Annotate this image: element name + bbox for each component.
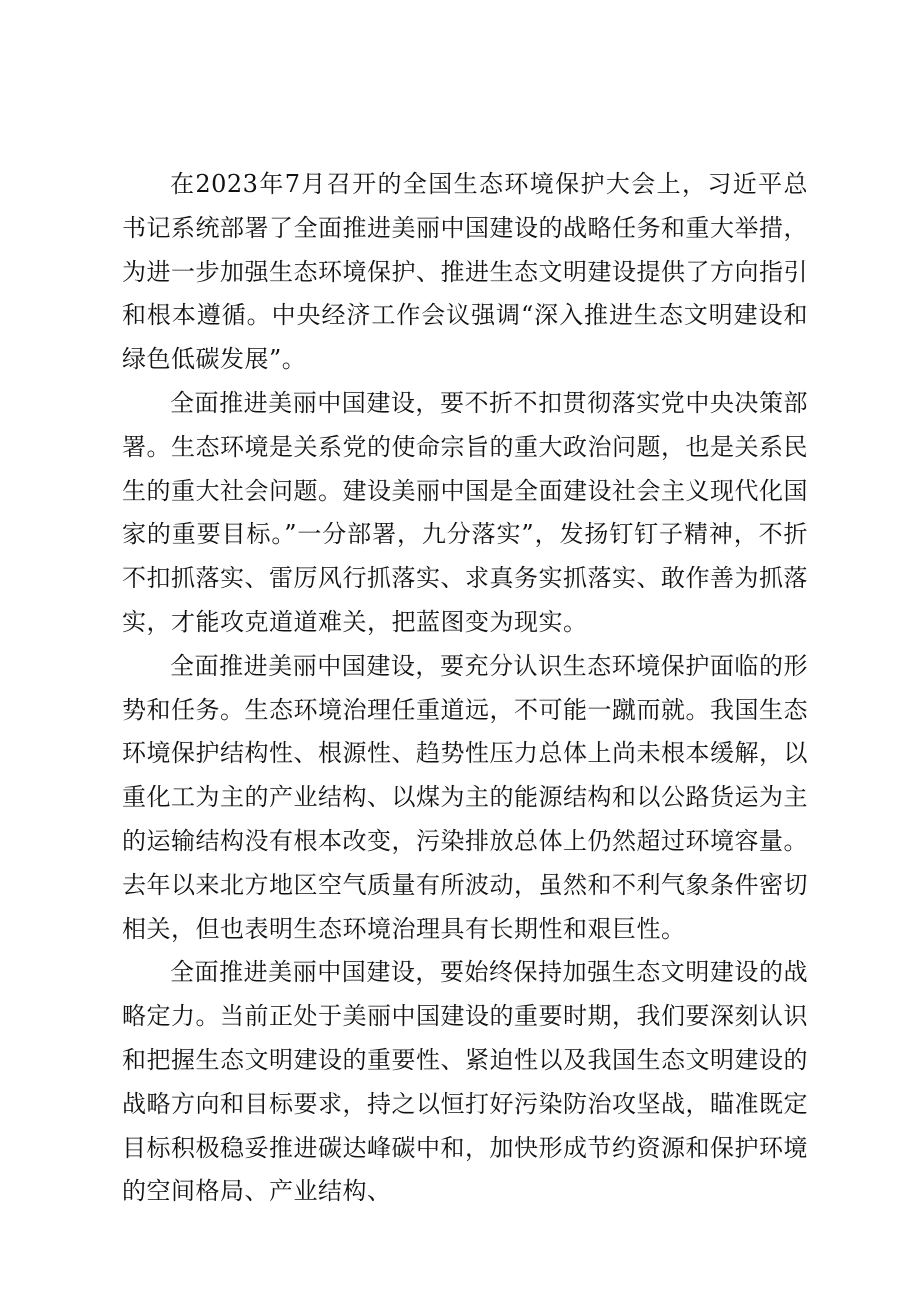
paragraph-1: 在2023年7月召开的全国生态环境保护大会上，习近平总书记系统部署了全面推进美丽中国建设的战略任务和重大举措，为进一步加强生态环境保护、推进生态文明建设提供了方向指引和根本遵循。中央经济工作会议强调“深入推进生态文明建设和绿色低碳发展”。 bbox=[122, 170, 808, 374]
paragraph-2: 全面推进美丽中国建设，要不折不扣贯彻落实党中央决策部署。生态环境是关系党的使命宗旨的重大政治问题，也是关系民生的重大社会问题。建设美丽中国是全面建设社会主义现代化国家的重要目标。”一分部署，九分落实”，发扬钉钉子精神，不折不扣抓落实、雷厉风行抓落实、求真务实抓落实、敢作善为抓落实，才能攻克道道难关，把蓝图变为现实。 bbox=[122, 388, 808, 636]
paragraph-4: 全面推进美丽中国建设，要始终保持加强生态文明建设的战略定力。当前正处于美丽中国建设的重要时期，我们要深刻认识和把握生态文明建设的重要性、紧迫性以及我国生态文明建设的战略方向和目标要求，持之以恒打好污染防治攻坚战，瞄准既定目标积极稳妥推进碳达峰碳中和，加快形成节约资源和保护环境的空间格局、产业结构、 bbox=[122, 958, 808, 1206]
document-body bbox=[122, 163, 808, 1214]
paragraph-3: 全面推进美丽中国建设，要充分认识生态环境保护面临的形势和任务。生态环境治理任重道远，不可能一蹴而就。我国生态环境保护结构性、根源性、趋势性压力总体上尚未根本缓解，以重化工为主的产业结构、以煤为主的能源结构和以公路货运为主的运输结构没有根本改变，污染排放总体上仍然超过环境容量。去年以来北方地区空气质量有所波动，虽然和不利气象条件密切相关，但也表明生态环境治理具有长期性和艰巨性。 bbox=[122, 651, 808, 943]
